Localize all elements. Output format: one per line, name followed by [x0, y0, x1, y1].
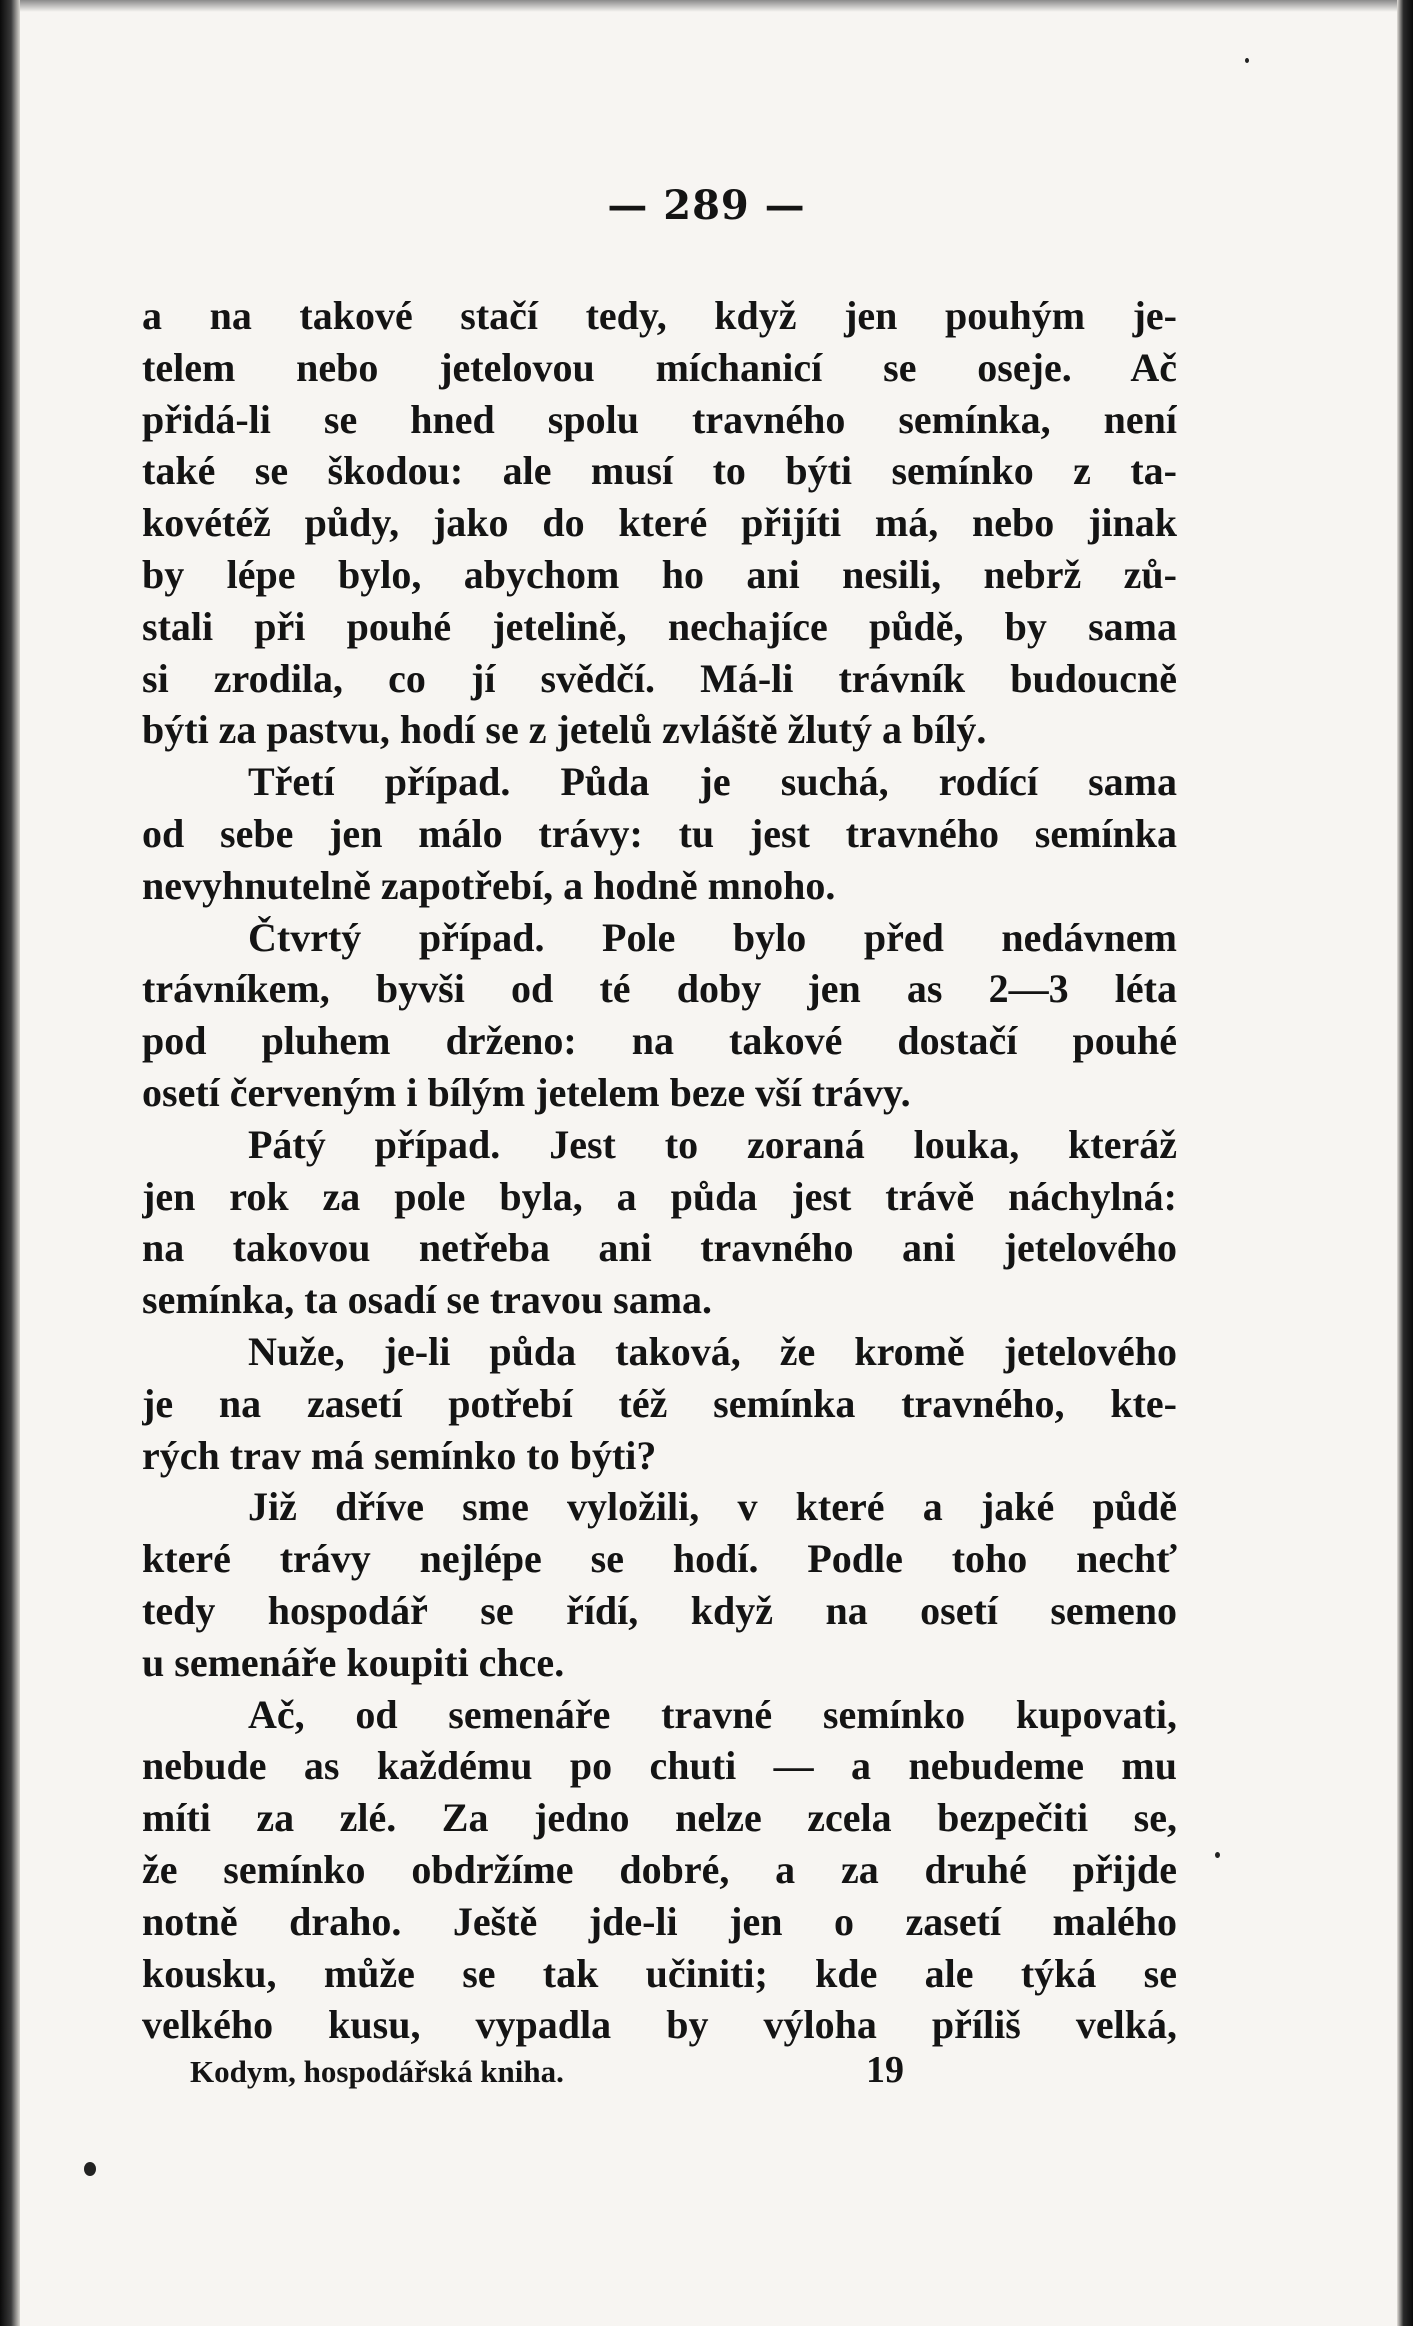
text-line-5: kovétéž půdy, jako do které přijíti má, nebo jinak: [142, 500, 1177, 546]
text-line-33: kousku, může se tak učiniti; kde ale týká se: [142, 1950, 1177, 1996]
text-line-14: trávníkem, byvši od té doby jen as 2—3 léta: [142, 966, 1177, 1012]
text-line-32: notně draho. Ještě jde-li jen o zasetí malého: [142, 1898, 1177, 1944]
text-line-18: jen rok za pole byla, a půda jest trávě náchylná:: [142, 1173, 1177, 1219]
ink-speck-top: [1245, 58, 1249, 63]
text-line-11: od sebe jen málo trávy: tu jest travného semínka: [142, 810, 1177, 856]
text-line-31: že semínko obdržíme dobré, a za druhé přijde: [142, 1846, 1177, 1892]
page-top-shadow: [0, 0, 1413, 12]
text-line-24: Již dříve sme vyložili, v které a jaké půdě: [248, 1484, 1177, 1530]
page-right-edge: [1397, 0, 1413, 2326]
text-line-25: které trávy nejlépe se hodí. Podle toho nechť: [142, 1536, 1177, 1582]
footer-signature-number: 19: [866, 2049, 904, 2091]
text-line-21: Nuže, je-li půda taková, že kromě jetelového: [248, 1328, 1177, 1374]
page-footer: [0, 2050, 1413, 2090]
footer-book-title: Kodym, hospodářská kniha.: [190, 2054, 564, 2089]
text-line-20: semínka, ta osadí se travou sama.: [142, 1277, 713, 1323]
text-line-27: u semenáře koupiti chce.: [142, 1639, 565, 1685]
text-line-30: míti za zlé. Za jedno nelze zcela bezpečiti se,: [142, 1795, 1177, 1841]
text-line-13: Čtvrtý případ. Pole bylo před nedávnem: [248, 914, 1177, 960]
text-line-26: tedy hospodář se řídí, když na osetí semeno: [142, 1587, 1177, 1633]
text-line-6: by lépe bylo, abychom ho ani nesili, nebrž zů-: [142, 551, 1177, 597]
text-line-22: je na zasetí potřebí též semínka travného, kte-: [142, 1380, 1177, 1426]
text-line-17: Pátý případ. Jest to zoraná louka, kteráž: [248, 1121, 1177, 1167]
ink-speck-left: [84, 2162, 96, 2176]
text-line-28: Ač, od semenáře travné semínko kupovati,: [248, 1691, 1177, 1737]
text-line-4: také se škodou: ale musí to býti semínko z ta-: [142, 448, 1177, 494]
ink-speck-right: [1215, 1852, 1220, 1858]
text-line-12: nevyhnutelně zapotřebí, a hodně mnoho.: [142, 862, 836, 908]
text-line-16: osetí červeným i bílým jetelem beze vší trávy.: [142, 1069, 911, 1115]
page-left-edge: [0, 0, 20, 2326]
text-line-3: přidá-li se hned spolu travného semínka, není: [142, 396, 1177, 442]
page-number-header: — 289 —: [607, 182, 806, 229]
text-line-10: Třetí případ. Půda je suchá, rodící sama: [248, 759, 1177, 805]
text-line-34: velkého kusu, vypadla by výloha příliš velká,: [142, 2002, 1177, 2048]
text-line-15: pod pluhem drženo: na takové dostačí pouhé: [142, 1018, 1177, 1064]
text-line-29: nebude as každému po chuti — a nebudeme mu: [142, 1743, 1177, 1789]
text-line-2: telem nebo jetelovou míchanicí se oseje. Ač: [142, 344, 1177, 390]
text-line-23: rých trav má semínko to býti?: [142, 1432, 657, 1478]
text-line-9: býti za pastvu, hodí se z jetelů zvláště žlutý a bílý.: [142, 707, 987, 753]
text-line-7: stali při pouhé jetelině, nechajíce půdě, by sama: [142, 603, 1177, 649]
body-text: [142, 290, 1177, 2051]
text-line-1: a na takové stačí tedy, když jen pouhým je-: [142, 293, 1177, 338]
text-line-19: na takovou netřeba ani travného ani jetelového: [142, 1225, 1177, 1271]
text-line-8: si zrodila, co jí svědčí. Má-li trávník budoucně: [142, 655, 1177, 701]
